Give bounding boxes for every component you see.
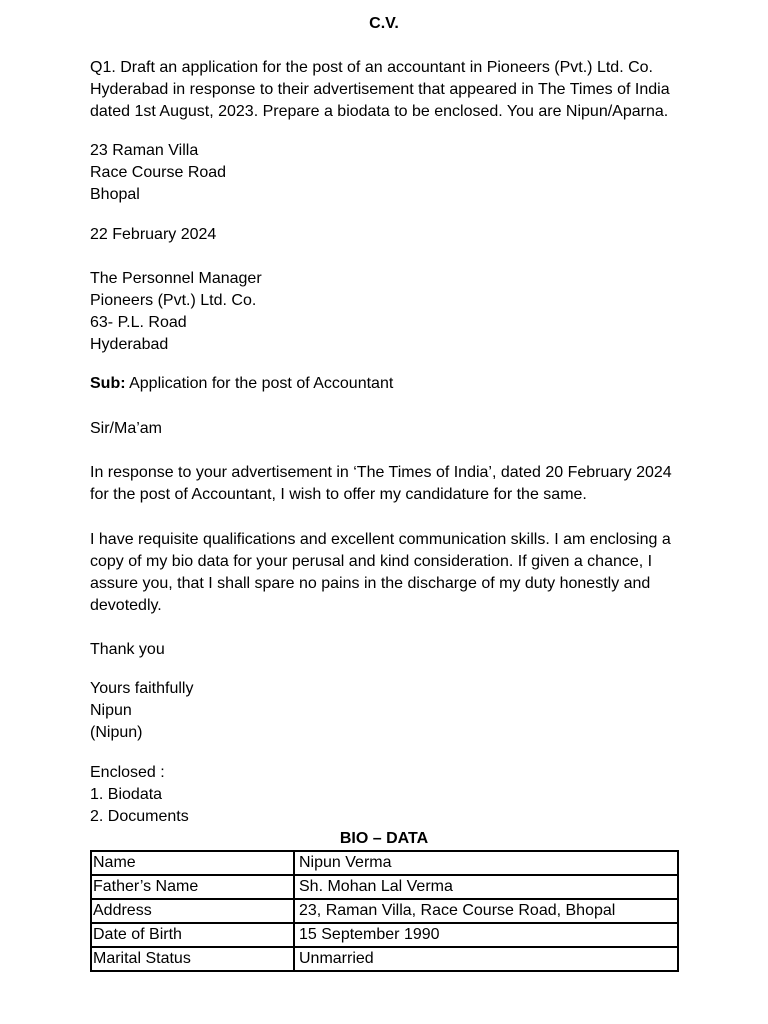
biodata-key: Address — [91, 899, 294, 923]
enclosure-heading: Enclosed : — [90, 764, 165, 781]
closing — [90, 678, 690, 744]
biodata-value: Sh. Mohan Lal Verma — [294, 875, 678, 899]
paragraph-line: assure you, that I shall spare no pains in the discharge of my duty honestly and — [90, 575, 651, 592]
table-row — [91, 947, 678, 971]
table-row — [91, 875, 678, 899]
date-text: 22 February 2024 — [90, 226, 217, 243]
thanks-text: Thank you — [90, 641, 165, 658]
biodata-value: 23, Raman Villa, Race Course Road, Bhopal — [294, 899, 678, 923]
paragraph-line: devotedly. — [90, 597, 162, 614]
enclosures — [90, 762, 690, 828]
paragraph-line: In response to your advertisement in ‘The Times of India’, dated 20 February 2024 — [90, 464, 672, 481]
biodata-key: Name — [91, 851, 294, 875]
address-line: Bhopal — [90, 186, 140, 203]
address-line: 63- P.L. Road — [90, 314, 187, 331]
thanks — [90, 639, 690, 661]
table-row — [91, 899, 678, 923]
salutation-text: Sir/Ma’am — [90, 420, 163, 437]
salutation — [90, 418, 690, 440]
biodata-key: Date of Birth — [91, 923, 294, 947]
letter-date — [90, 224, 690, 246]
paragraph-line: for the post of Accountant, I wish to offer my candidature for the same. — [90, 486, 587, 503]
table-row — [91, 923, 678, 947]
signature-bracket-name: (Nipun) — [90, 724, 143, 741]
paragraph-line: I have requisite qualifications and excellent communication skills. I am enclosing a — [90, 531, 671, 548]
table-row — [91, 851, 678, 875]
enclosure-item: 2. Documents — [90, 808, 189, 825]
biodata-table — [90, 850, 679, 972]
biodata-value: Nipun Verma — [294, 851, 678, 875]
paragraph-2 — [90, 529, 690, 617]
biodata-title: BIO – DATA — [339, 830, 429, 847]
paragraph-1 — [90, 462, 690, 506]
biodata-key: Father’s Name — [91, 875, 294, 899]
biodata-value: Unmarried — [294, 947, 678, 971]
address-line: Hyderabad — [90, 336, 169, 353]
closing-line: Yours faithfully — [90, 680, 194, 697]
subject-label: Sub: — [90, 375, 126, 392]
question-text — [90, 57, 690, 123]
biodata-value: 15 September 1990 — [294, 923, 678, 947]
sender-address — [90, 140, 690, 206]
enclosure-item: 1. Biodata — [90, 786, 163, 803]
receiver-address — [90, 268, 690, 356]
biodata-key: Marital Status — [91, 947, 294, 971]
page-title: C.V. — [369, 15, 399, 32]
paragraph-line: copy of my bio data for your perusal and kind consideration. If given a chance, I — [90, 553, 653, 570]
address-line: Pioneers (Pvt.) Ltd. Co. — [90, 292, 257, 309]
subject-text: Application for the post of Accountant — [125, 375, 394, 392]
subject-line — [90, 373, 690, 395]
address-line: 23 Raman Villa — [90, 142, 199, 159]
question-line: Hyderabad in response to their advertisement that appeared in The Times of India — [90, 81, 670, 98]
question-line: Q1. Draft an application for the post of an accountant in Pioneers (Pvt.) Ltd. Co. — [90, 59, 653, 76]
address-line: Race Course Road — [90, 164, 227, 181]
address-line: The Personnel Manager — [90, 270, 262, 287]
signature-name: Nipun — [90, 702, 132, 719]
question-line: dated 1st August, 2023. Prepare a biodata to be enclosed. You are Nipun/Aparna. — [90, 103, 669, 120]
